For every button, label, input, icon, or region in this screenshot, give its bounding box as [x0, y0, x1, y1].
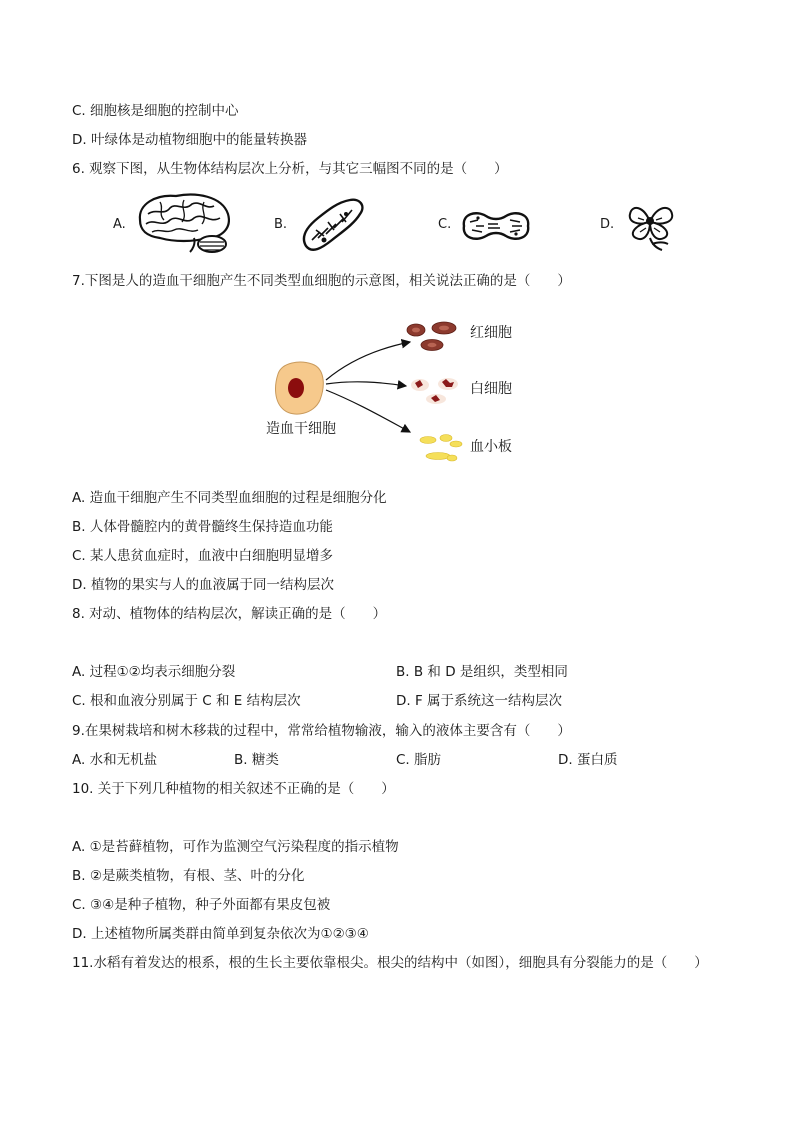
q9-stem: 9.在果树栽培和树木移栽的过程中，常常给植物输液，输入的液体主要含有（ ）: [72, 723, 571, 739]
red-cell-label: 红细胞: [470, 325, 512, 341]
flower-image: [622, 198, 678, 252]
q8-option-b: B. B 和 D 是组织，类型相同: [396, 664, 568, 680]
q7-option-a: A. 造血干细胞产生不同类型血细胞的过程是细胞分化: [72, 490, 387, 506]
q8-option-d: D. F 属于系统这一结构层次: [396, 693, 563, 709]
q7-option-d: D. 植物的果实与人的血液属于同一结构层次: [72, 577, 334, 593]
q5-option-c: C. 细胞核是细胞的控制中心: [72, 103, 239, 119]
stem-cell-label: 造血干细胞: [266, 421, 336, 437]
q7-option-c: C. 某人患贫血症时，血液中白细胞明显增多: [72, 548, 334, 564]
stomach-image: [298, 196, 368, 254]
q8-option-a: A. 过程①②均表示细胞分裂: [72, 664, 236, 680]
q9-option-a: A. 水和无机盐: [72, 752, 158, 768]
platelet-label: 血小板: [470, 439, 512, 455]
q10-option-c: C. ③④是种子植物，种子外面都有果皮包被: [72, 897, 331, 913]
q5-option-d: D. 叶绿体是动植物细胞中的能量转换器: [72, 132, 307, 148]
q8-option-c: C. 根和血液分别属于 C 和 E 结构层次: [72, 693, 301, 709]
q9-option-d: D. 蛋白质: [558, 752, 618, 768]
q10-option-d: D. 上述植物所属类群由简单到复杂依次为①②③④: [72, 926, 369, 942]
q7-stem: 7.下图是人的造血干细胞产生不同类型血细胞的示意图，相关说法正确的是（ ）: [72, 273, 571, 289]
q6-stem: 6. 观察下图，从生物体结构层次上分析，与其它三幅图不同的是（ ）: [72, 161, 508, 177]
q10-option-b: B. ②是蕨类植物，有根、茎、叶的分化: [72, 868, 305, 884]
q9-option-c: C. 脂肪: [396, 752, 442, 768]
q6-label-d: D.: [600, 217, 615, 232]
white-cell-label: 白细胞: [470, 381, 512, 397]
peanut-image: [458, 208, 534, 244]
q8-stem: 8. 对动、植物体的结构层次，解读正确的是（ ）: [72, 606, 387, 622]
q9-option-b: B. 糖类: [234, 752, 279, 768]
brain-image: [134, 190, 234, 254]
q10-option-a: A. ①是苔藓植物，可作为监测空气污染程度的指示植物: [72, 839, 399, 855]
q6-label-a: A.: [113, 217, 126, 232]
q10-stem: 10. 关于下列几种植物的相关叙述不正确的是（ ）: [72, 781, 395, 797]
q6-label-b: B.: [274, 217, 288, 232]
q11-stem: 11.水稻有着发达的根系，根的生长主要依靠根尖。根尖的结构中（如图），细胞具有分裂能力的是（ ）: [72, 955, 708, 971]
q7-option-b: B. 人体骨髓腔内的黄骨髓终生保持造血功能: [72, 519, 333, 535]
blood-cell-diagram: [260, 312, 480, 472]
q6-label-c: C.: [438, 217, 452, 232]
